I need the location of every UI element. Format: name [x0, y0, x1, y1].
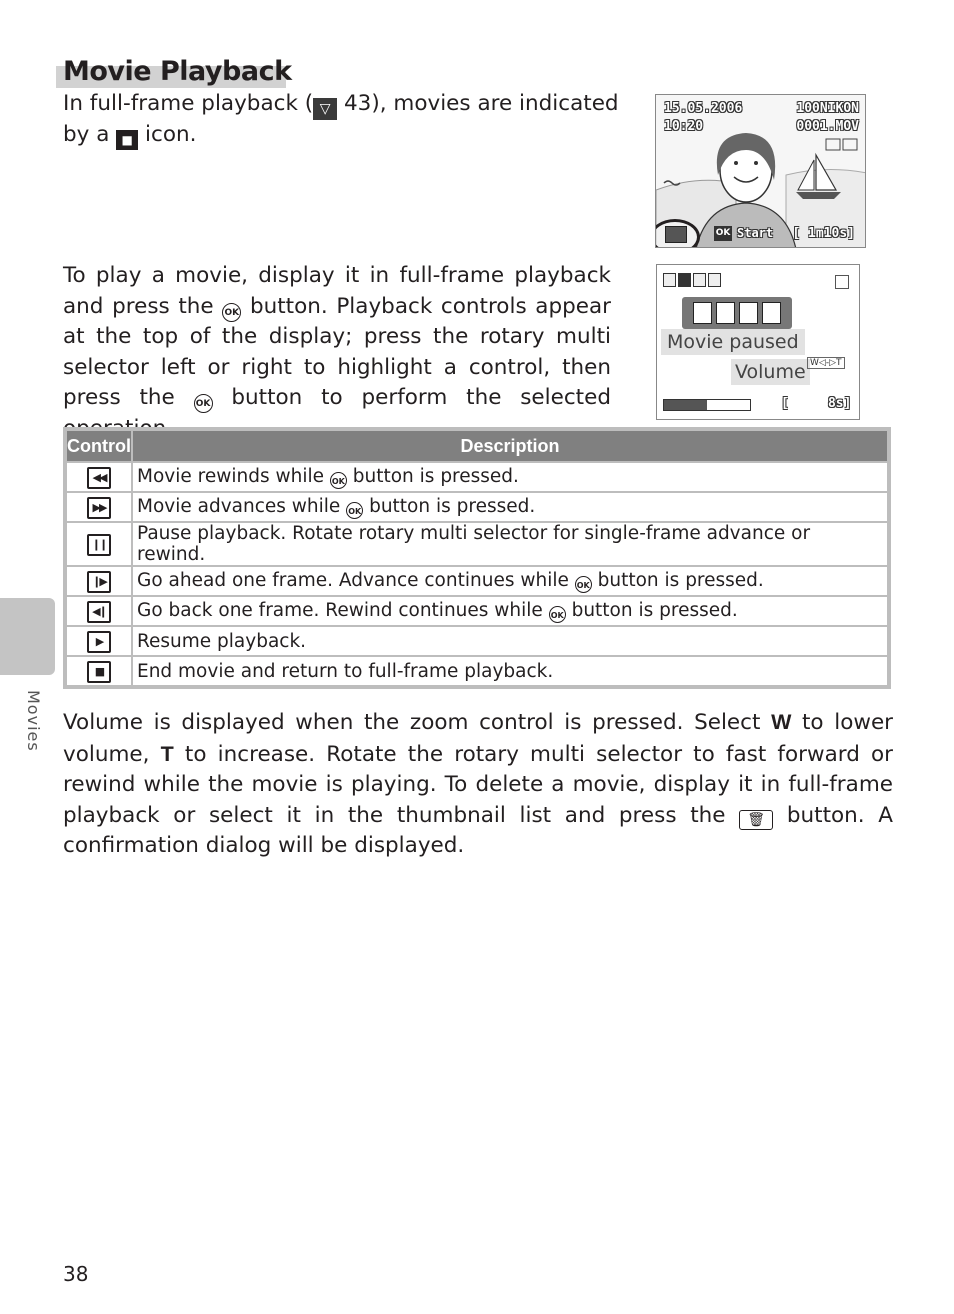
- date-readout: 15.05.2006: [664, 101, 743, 116]
- description-cell: [132, 492, 889, 522]
- page-title: Movie Playback: [63, 56, 292, 87]
- small-controls-row: [663, 273, 721, 287]
- frame-rewind-icon: ◀❙: [87, 601, 111, 623]
- frame-rewind-icon: [693, 302, 712, 324]
- table-row: [65, 462, 889, 492]
- rewind-icon: ◀◀: [87, 467, 111, 489]
- stop-icon: ■: [87, 661, 111, 683]
- movie-camera-icon: ■: [116, 130, 138, 150]
- description-cell: [132, 522, 889, 566]
- section-tab: [0, 598, 55, 675]
- stop-icon: [693, 273, 706, 287]
- description-text: Resume playback.: [137, 630, 307, 652]
- zoom-wt-indicator: W◁‑▷T: [807, 357, 845, 369]
- ok-button-icon: OK: [346, 502, 363, 519]
- ok-button-icon: OK: [222, 303, 241, 322]
- volume-bar: [663, 399, 751, 411]
- trash-icon: 🗑: [739, 810, 773, 830]
- header-description: Description: [132, 429, 889, 462]
- page-number: 38: [63, 1262, 89, 1286]
- controls-table: [63, 427, 891, 689]
- pause-icon: ❙❙: [87, 534, 111, 556]
- control-cell: [65, 492, 132, 522]
- description-cell: [132, 566, 889, 596]
- enlarged-controls: [682, 297, 792, 329]
- playback-screen-illustration: [655, 94, 866, 248]
- duration-readout: [ 1m10s]: [792, 226, 855, 241]
- header-control: Control: [65, 429, 132, 462]
- volume-bar-fill: [664, 400, 707, 410]
- description-text: End movie and return to full-frame playback.: [137, 660, 554, 682]
- stop-icon: [739, 302, 758, 324]
- movie-paused-screen-illustration: [656, 264, 860, 420]
- folder-readout: 100NIKON: [796, 101, 859, 116]
- fast-forward-icon: [708, 273, 721, 287]
- file-readout: 0001.MOV: [796, 119, 859, 134]
- description-text: button is pressed.: [346, 465, 519, 487]
- frame-advance-icon: [762, 302, 781, 324]
- description-text: Pause playback. Rotate rotary multi selector for single-frame advance or rewind.: [137, 523, 811, 565]
- memory-icon: [835, 275, 849, 289]
- ok-badge: OK: [714, 226, 732, 241]
- table-row: [65, 656, 889, 687]
- movie-icon: [665, 226, 687, 243]
- fast-forward-icon: ▶▶: [87, 497, 111, 519]
- ok-button-icon: OK: [549, 606, 566, 623]
- control-cell: [65, 596, 132, 626]
- description-cell: [132, 596, 889, 626]
- pause-icon: [678, 273, 691, 287]
- description-text: button is pressed.: [363, 495, 536, 517]
- table-header-row: [65, 429, 889, 462]
- control-cell: [65, 462, 132, 492]
- intro-paragraph: In full-frame playback ( ▽ 43), movies are indicated by a ■ icon.: [63, 89, 623, 151]
- table-row: [65, 566, 889, 596]
- ok-button-icon: OK: [194, 394, 213, 413]
- table-row: [65, 522, 889, 566]
- control-cell: [65, 522, 132, 566]
- frame-advance-icon: ❙▶: [87, 571, 111, 593]
- play-icon: ▶: [87, 631, 111, 653]
- description-text: Movie rewinds while: [137, 465, 330, 487]
- ok-button-icon: OK: [330, 472, 347, 489]
- control-cell: [65, 566, 132, 596]
- instructions-paragraph: To play a movie, display it in full-frame playback and press the OK button. Playback controls appear at the top of the display; press the rotary multi selector left or right to highlight a control, then press the OK button to perform the selected: [63, 261, 611, 444]
- description-text: button is pressed.: [565, 599, 738, 621]
- table-row: [65, 626, 889, 656]
- volume-label: Volume: [731, 359, 810, 385]
- description-cell: [132, 626, 889, 656]
- start-label: Start: [737, 226, 774, 240]
- control-cell: [65, 626, 132, 656]
- remaining-time: [ 8s]: [781, 396, 852, 411]
- table-row: [65, 596, 889, 626]
- description-text: Movie advances while: [137, 495, 347, 517]
- volume-paragraph: Volume is displayed when the zoom control is pressed. Select W to lower volume, T to increase. Rotate the rotary multi selector to fast forward or rewind while the movie is playing. To delete a movie, display it in full-frame playback or select it in the thumbnail list and press the 🗑 button. A confirmation dialog will be displayed.: [63, 710, 894, 858]
- control-cell: [65, 656, 132, 687]
- time-readout: 10:20: [664, 119, 704, 134]
- section-label: Movies: [24, 690, 43, 752]
- play-icon: [716, 302, 735, 324]
- description-text: Go back one frame. Rewind continues while: [137, 599, 549, 621]
- description-text: Go ahead one frame. Advance continues while: [137, 569, 575, 591]
- playback-reference-icon: ▽: [313, 98, 337, 120]
- table-row: [65, 492, 889, 522]
- description-text: button is pressed.: [591, 569, 764, 591]
- movie-paused-label: Movie paused: [661, 329, 805, 355]
- rewind-icon: [663, 273, 676, 287]
- ok-button-icon: OK: [575, 576, 592, 593]
- description-cell: [132, 656, 889, 687]
- description-cell: [132, 462, 889, 492]
